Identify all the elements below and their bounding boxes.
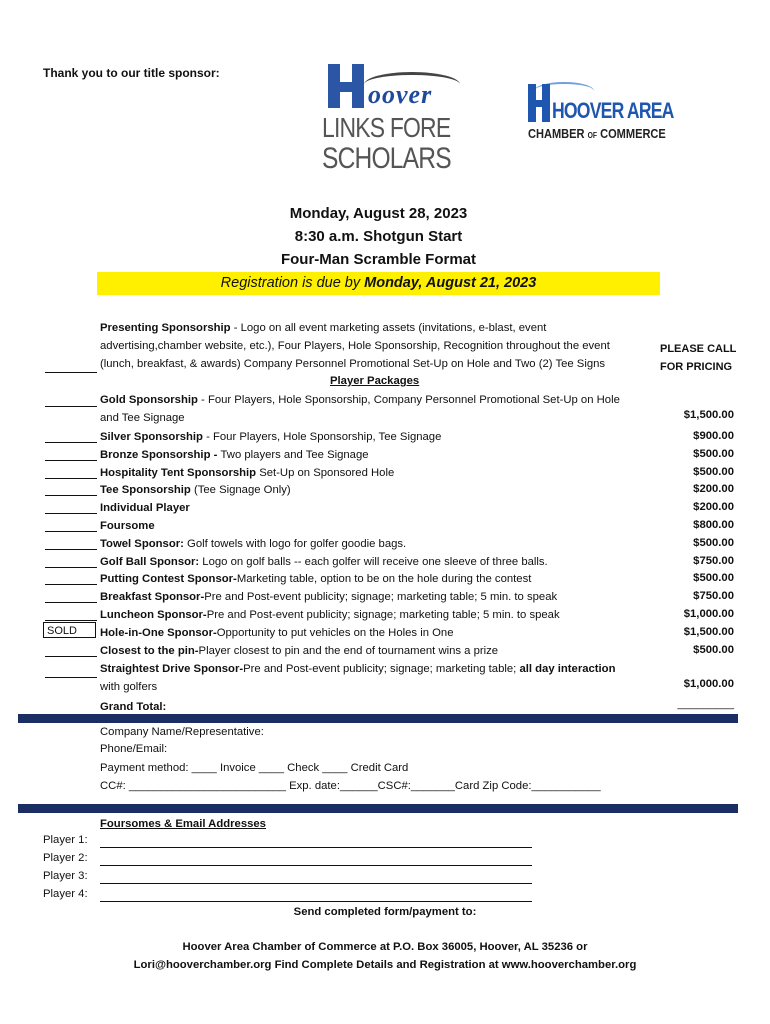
item-blank[interactable] (45, 478, 97, 479)
item-description (100, 642, 498, 660)
item-title: Closest to the pin- (100, 644, 199, 657)
item-blank[interactable] (45, 531, 97, 532)
item-description (100, 606, 560, 624)
item-price: $750.00 (693, 590, 734, 603)
logo2-subtitle: CHAMBER OF COMMERCE (528, 126, 666, 141)
divider-bottom (18, 804, 738, 813)
logo2-title: HOOVER AREA (552, 98, 674, 123)
item-blank[interactable] (45, 656, 97, 657)
sold-badge: SOLD (43, 622, 96, 638)
item-blank[interactable] (45, 513, 97, 514)
item-price: $900.00 (693, 430, 734, 442)
company-field[interactable]: Company Name/Representative: (100, 726, 264, 738)
player-entry-line[interactable] (100, 883, 532, 884)
item-desc-text: Set-Up on Sponsored Hole (256, 466, 395, 479)
item-description (100, 464, 394, 482)
contact-line: Lori@hooverchamber.org Find Complete Details and Registration at www.hooverchamber.org (133, 959, 637, 971)
item-price: $800.00 (693, 519, 734, 531)
item-title: Foursome (100, 520, 155, 532)
gold-blank[interactable] (45, 406, 97, 407)
registration-deadline-banner: Registration is due by Monday, August 21, 2023 (97, 272, 660, 295)
item-desc-text: Marketing table, option to be on the hole during the contest (236, 573, 532, 586)
item-price: $500.00 (693, 536, 734, 549)
item-desc-text: Pre and Post-event publicity; signage; marketing table; 5 min. to speak (204, 591, 558, 604)
gold-line2: and Tee Signage (100, 412, 185, 424)
gold-line1: Gold Sponsorship - Four Players, Hole Sponsorship, Company Personnel Promotional Set-Up on Hole (100, 394, 620, 406)
item-description (100, 446, 369, 464)
item-desc-text: - Four Players, Hole Sponsorship, Tee Signage (202, 431, 442, 443)
sponsor-thanks-text: Thank you to our title sponsor: (43, 66, 220, 80)
hoover-area-chamber-logo (526, 80, 696, 144)
item-price: $500.00 (693, 447, 734, 460)
item-price: $1,000.00 (683, 608, 734, 620)
item-blank[interactable] (45, 442, 97, 443)
item-title: Towel Sponsor: (100, 537, 184, 550)
presenting-blank[interactable] (45, 372, 97, 373)
item-desc-text: Pre and Post-event publicity; signage; marketing table; 5 min. to speak (206, 609, 560, 621)
item-blank[interactable] (45, 567, 97, 568)
hoover-links-fore-scholars-logo (316, 62, 466, 180)
item-price: $500.00 (693, 465, 734, 478)
item-price: $200.00 (693, 501, 734, 514)
credit-card-field[interactable]: CC#: _________________________ Exp. date:______CSC#:_______Card Zip Code:___________ (100, 780, 601, 792)
item-desc-text: Player closest to pin and the end of tournament wins a prize (198, 644, 499, 657)
item-blank[interactable] (45, 495, 97, 496)
presenting-line3: (lunch, breakfast, & awards) Company Personnel Promotional Set-Up on Hole and Two (2) Tee Signs (100, 358, 606, 370)
divider-top (18, 714, 738, 723)
grand-total-blank[interactable]: _________ (677, 698, 734, 710)
item-blank[interactable] (45, 584, 97, 585)
foursomes-label: Foursomes & Email Addresses (100, 818, 266, 830)
item-title: Individual Player (100, 502, 190, 515)
item-price: $500.00 (693, 572, 734, 585)
item-description (100, 535, 406, 553)
item-price: $750.00 (693, 554, 734, 567)
item-description (100, 553, 548, 571)
presenting-price: PLEASE CALL FOR PRICING (660, 343, 737, 373)
player-entry-line[interactable] (100, 901, 532, 902)
event-date: Monday, August 28, 2023 (289, 205, 468, 222)
gold-price: $1,500.00 (683, 409, 734, 421)
item-title: Luncheon Sponsor- (100, 609, 207, 621)
logo1-links-text: LINKS FORE (322, 112, 451, 143)
item-blank[interactable] (45, 460, 97, 461)
player-entry-line[interactable] (100, 847, 532, 848)
player-label: Player 3: (43, 870, 88, 882)
item-description (100, 517, 155, 535)
address-line: Hoover Area Chamber of Commerce at P.O. Box 36005, Hoover, AL 35236 or (182, 941, 588, 953)
send-to-label: Send completed form/payment to: (293, 906, 477, 918)
item-title: Silver Sponsorship (100, 431, 203, 443)
player-entry-line[interactable] (100, 865, 532, 866)
item-title: Hospitality Tent Sponsorship (100, 466, 257, 479)
player-label: Player 1: (43, 834, 88, 846)
item-desc-text: Golf towels with logo for golfer goodie bags. (183, 537, 407, 550)
item-price: $1,500.00 (683, 625, 734, 638)
straightest-price: $1,000.00 (683, 678, 734, 690)
item-description (100, 481, 291, 499)
item-price: $500.00 (693, 643, 734, 656)
player-packages-label: Player Packages (330, 375, 420, 387)
presenting-line1: Presenting Sponsorship - Logo on all event marketing assets (invitations, e-blast, event (100, 322, 547, 334)
player-label: Player 2: (43, 852, 88, 864)
item-description (100, 570, 531, 588)
event-start: 8:30 a.m. Shotgun Start (294, 228, 463, 245)
phone-email-field[interactable]: Phone/Email: (100, 743, 168, 755)
item-desc-text: Opportunity to put vehicles on the Holes in One (216, 626, 454, 639)
item-blank[interactable] (45, 549, 97, 550)
item-description (100, 499, 190, 517)
payment-method-field[interactable]: Payment method: ____ Invoice ____ Check ____ Credit Card (100, 762, 409, 774)
straightest-line1: Straightest Drive Sponsor-Pre and Post-event publicity; signage; marketing table; all day interaction (100, 663, 616, 675)
straightest-line2: with golfers (100, 681, 158, 693)
logo1-hoover-text: oover (368, 80, 433, 109)
item-title: Hole-in-One Sponsor- (100, 626, 217, 639)
item-title: Breakfast Sponsor- (100, 591, 205, 604)
item-description (100, 588, 557, 606)
grand-total-label: Grand Total: (100, 701, 167, 713)
item-title: Tee Sponsorship (100, 484, 191, 497)
item-description (100, 428, 441, 446)
straightest-blank[interactable] (45, 677, 97, 678)
item-title: Golf Ball Sponsor: (100, 555, 200, 568)
item-desc-text: Two players and Tee Signage (220, 448, 369, 461)
item-blank[interactable] (45, 602, 97, 603)
item-description (100, 624, 453, 642)
item-title: Putting Contest Sponsor- (100, 573, 237, 586)
player-label: Player 4: (43, 888, 88, 900)
item-desc-text: Logo on golf balls -- each golfer will receive one sleeve of three balls. (199, 555, 548, 568)
item-price: $200.00 (693, 483, 734, 496)
logo1-scholars-text: SCHOLARS (322, 142, 451, 175)
item-desc-text: (Tee Signage Only) (190, 484, 291, 497)
item-title: Bronze Sponsorship - (100, 448, 221, 461)
presenting-line2: advertising,chamber website, etc.), Four Players, Hole Sponsorship, Recognition throughout the event (100, 340, 610, 352)
event-format: Four-Man Scramble Format (280, 251, 477, 268)
